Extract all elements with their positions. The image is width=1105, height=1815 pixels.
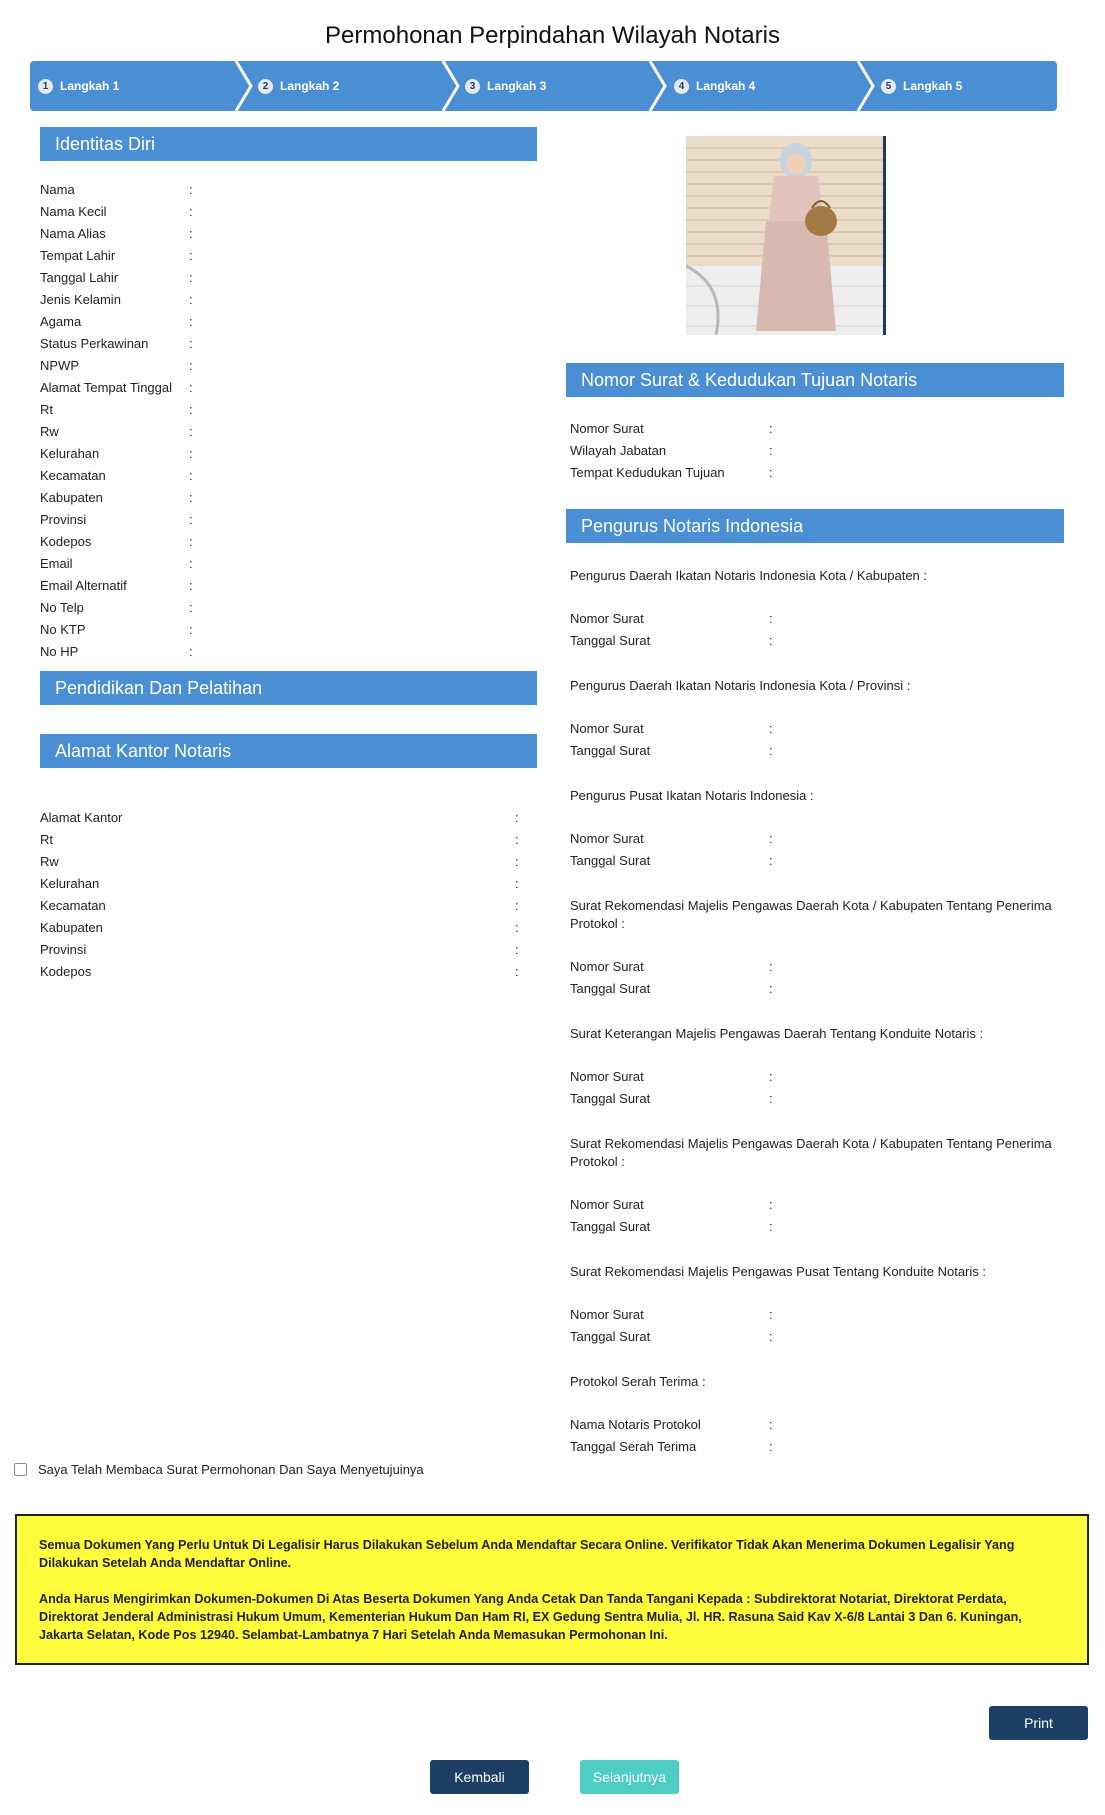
field-colon: : bbox=[769, 981, 773, 996]
step-2[interactable] bbox=[258, 61, 339, 111]
field-label: Kecamatan bbox=[40, 898, 106, 913]
field-colon: : bbox=[189, 204, 193, 219]
field-label: Kelurahan bbox=[40, 876, 100, 891]
field-colon: : bbox=[189, 226, 193, 241]
field-label: Tanggal Surat bbox=[570, 1091, 651, 1106]
step-5[interactable] bbox=[881, 61, 962, 111]
field-colon: : bbox=[189, 314, 193, 329]
field-label: Kabupaten bbox=[40, 920, 103, 935]
field-label: Email bbox=[40, 556, 73, 571]
field-label: Tanggal Surat bbox=[570, 743, 651, 758]
field-colon: : bbox=[769, 633, 773, 648]
field-label: Nomor Surat bbox=[570, 421, 644, 436]
agreement-checkbox-row[interactable] bbox=[14, 1462, 424, 1477]
field-label: Rw bbox=[40, 854, 59, 869]
profile-photo bbox=[686, 136, 886, 335]
step-wizard bbox=[30, 61, 1057, 111]
field-colon: : bbox=[769, 743, 773, 758]
field-colon: : bbox=[769, 1091, 773, 1106]
field-colon: : bbox=[769, 465, 773, 480]
field-colon: : bbox=[515, 920, 519, 935]
field-label: Provinsi bbox=[40, 512, 87, 527]
field-colon: : bbox=[769, 853, 773, 868]
section-header-pendidikan: Pendidikan Dan Pelatihan bbox=[40, 671, 537, 705]
field-colon: : bbox=[189, 446, 193, 461]
notice-paragraph-1: Semua Dokumen Yang Perlu Untuk Di Legalisir Harus Dilakukan Sebelum Anda Mendaftar Secara Online. Verifikator Tidak Akan Menerima Dokumen Legalisir Yang Dilakukan Setelah Anda Mendaftar Online. bbox=[39, 1538, 1015, 1570]
field-colon: : bbox=[769, 1329, 773, 1344]
agreement-label: Saya Telah Membaca Surat Permohonan Dan Saya Menyetujuinya bbox=[38, 1462, 424, 1477]
field-label: Kabupaten bbox=[40, 490, 103, 505]
chevron-separator-icon bbox=[647, 61, 669, 111]
step-label: Langkah 5 bbox=[903, 79, 963, 93]
field-label: Kodepos bbox=[40, 534, 92, 549]
notice-paragraph-2: Anda Harus Mengirimkan Dokumen-Dokumen Di Atas Beserta Dokumen Yang Anda Cetak Dan Tanda Tangani Kepada : Subdirektorat Notariat, Direktorat Perdata, Direktorat Jenderal Administrasi Hukum Umum, Kementerian Hukum Dan Ham RI, EX Gedung Sentra Mulia, Jl. HR. Rasuna Said Kav X-6/8 Lantai 3 Dan 6. Kuningan, Jakarta Selatan, Kode Pos 12940. Selambat-Lambatnya 7 Hari Setelah Anda Memasukan Permohonan Ini. bbox=[39, 1592, 1022, 1642]
field-label: Nama Kecil bbox=[40, 204, 107, 219]
field-label: No KTP bbox=[40, 622, 86, 637]
notice-box bbox=[15, 1514, 1089, 1665]
step-label: Langkah 3 bbox=[487, 79, 547, 93]
step-number: 1 bbox=[38, 79, 53, 94]
pengurus-group-title: Surat Keterangan Majelis Pengawas Daerah Tentang Konduite Notaris : bbox=[570, 1026, 984, 1041]
field-colon: : bbox=[189, 600, 193, 615]
field-colon: : bbox=[515, 898, 519, 913]
field-colon: : bbox=[769, 1219, 773, 1234]
step-label: Langkah 1 bbox=[60, 79, 120, 93]
field-label: Nomor Surat bbox=[570, 1197, 644, 1212]
field-colon: : bbox=[515, 854, 519, 869]
field-colon: : bbox=[769, 831, 773, 846]
pengurus-group-title: Pengurus Daerah Ikatan Notaris Indonesia Kota / Kabupaten : bbox=[570, 568, 928, 583]
step-label: Langkah 2 bbox=[280, 79, 340, 93]
field-label: Wilayah Jabatan bbox=[570, 443, 667, 458]
field-label: Tanggal Surat bbox=[570, 1329, 651, 1344]
pengurus-group-title: Surat Rekomendasi Majelis Pengawas Pusat Tentang Konduite Notaris : bbox=[570, 1264, 986, 1279]
chevron-separator-icon bbox=[855, 61, 877, 111]
field-label: Nomor Surat bbox=[570, 831, 644, 846]
field-label: Rw bbox=[40, 424, 59, 439]
back-button[interactable]: Kembali bbox=[430, 1760, 529, 1794]
field-label: Alamat Tempat Tinggal bbox=[40, 380, 172, 395]
field-colon: : bbox=[189, 512, 193, 527]
field-colon: : bbox=[769, 1439, 773, 1454]
step-label: Langkah 4 bbox=[696, 79, 756, 93]
field-label: Alamat Kantor bbox=[40, 810, 123, 825]
field-label: Nomor Surat bbox=[570, 721, 644, 736]
field-colon: : bbox=[189, 182, 193, 197]
pengurus-group-title: Pengurus Pusat Ikatan Notaris Indonesia : bbox=[570, 788, 814, 803]
next-button[interactable]: Selanjutnya bbox=[580, 1760, 679, 1794]
field-label: Agama bbox=[40, 314, 82, 329]
field-colon: : bbox=[769, 1069, 773, 1084]
step-number: 5 bbox=[881, 79, 896, 94]
field-colon: : bbox=[189, 534, 193, 549]
field-label: Tempat Lahir bbox=[40, 248, 116, 263]
pengurus-group-title: Protokol Serah Terima : bbox=[570, 1374, 706, 1389]
field-label: Provinsi bbox=[40, 942, 87, 957]
pengurus-group-title: Surat Rekomendasi Majelis Pengawas Daerah Kota / Kabupaten Tentang Penerima Protokol : bbox=[570, 1136, 1052, 1169]
field-colon: : bbox=[515, 832, 519, 847]
field-colon: : bbox=[189, 380, 193, 395]
field-colon: : bbox=[189, 402, 193, 417]
field-colon: : bbox=[189, 490, 193, 505]
field-colon: : bbox=[769, 721, 773, 736]
field-colon: : bbox=[189, 292, 193, 307]
field-label: Status Perkawinan bbox=[40, 336, 149, 351]
field-label: Tanggal Lahir bbox=[40, 270, 119, 285]
field-colon: : bbox=[769, 1197, 773, 1212]
step-number: 4 bbox=[674, 79, 689, 94]
step-4[interactable] bbox=[674, 61, 755, 111]
field-colon: : bbox=[189, 248, 193, 263]
field-label: Tanggal Surat bbox=[570, 633, 651, 648]
field-colon: : bbox=[189, 468, 193, 483]
pengurus-group-title: Surat Rekomendasi Majelis Pengawas Daerah Kota / Kabupaten Tentang Penerima Protokol : bbox=[570, 898, 1052, 931]
field-label: Jenis Kelamin bbox=[40, 292, 121, 307]
section-header-alamat-kantor: Alamat Kantor Notaris bbox=[40, 734, 537, 768]
field-colon: : bbox=[189, 336, 193, 351]
field-label: Nomor Surat bbox=[570, 1307, 644, 1322]
field-label: No Telp bbox=[40, 600, 84, 615]
field-label: Tempat Kedudukan Tujuan bbox=[570, 465, 725, 480]
field-label: Nomor Surat bbox=[570, 959, 644, 974]
field-label: Nama bbox=[40, 182, 75, 197]
field-colon: : bbox=[515, 964, 519, 979]
field-label: Kelurahan bbox=[40, 446, 100, 461]
step-3[interactable] bbox=[465, 61, 546, 111]
field-colon: : bbox=[189, 270, 193, 285]
field-label: Rt bbox=[40, 402, 53, 417]
field-colon: : bbox=[515, 942, 519, 957]
field-label: Email Alternatif bbox=[40, 578, 127, 593]
field-colon: : bbox=[515, 810, 519, 825]
field-colon: : bbox=[769, 611, 773, 626]
field-label: No HP bbox=[40, 644, 79, 659]
field-label: NPWP bbox=[40, 358, 79, 373]
field-label: Rt bbox=[40, 832, 53, 847]
step-number: 3 bbox=[465, 79, 480, 94]
field-label: Kecamatan bbox=[40, 468, 106, 483]
field-label: Nomor Surat bbox=[570, 1069, 644, 1084]
step-number: 2 bbox=[258, 79, 273, 94]
field-label: Nama Notaris Protokol bbox=[570, 1417, 701, 1432]
page-title: Permohonan Perpindahan Wilayah Notaris bbox=[325, 22, 780, 49]
field-colon: : bbox=[769, 959, 773, 974]
field-colon: : bbox=[515, 876, 519, 891]
field-colon: : bbox=[189, 424, 193, 439]
section-header-nomor-surat: Nomor Surat & Kedudukan Tujuan Notaris bbox=[566, 363, 1064, 397]
chevron-separator-icon bbox=[440, 61, 462, 111]
field-label: Tanggal Serah Terima bbox=[570, 1439, 697, 1454]
field-colon: : bbox=[769, 421, 773, 436]
field-label: Tanggal Surat bbox=[570, 981, 651, 996]
field-colon: : bbox=[769, 1417, 773, 1432]
field-label: Kodepos bbox=[40, 964, 92, 979]
field-colon: : bbox=[769, 443, 773, 458]
chevron-separator-icon bbox=[233, 61, 255, 111]
field-colon: : bbox=[189, 622, 193, 637]
field-colon: : bbox=[189, 556, 193, 571]
section-header-identitas: Identitas Diri bbox=[40, 127, 537, 161]
print-button[interactable]: Print bbox=[989, 1706, 1088, 1740]
field-colon: : bbox=[769, 1307, 773, 1322]
section-header-pengurus: Pengurus Notaris Indonesia bbox=[566, 509, 1064, 543]
pengurus-group-title: Pengurus Daerah Ikatan Notaris Indonesia Kota / Provinsi : bbox=[570, 678, 911, 693]
step-1[interactable] bbox=[38, 61, 119, 111]
field-label: Tanggal Surat bbox=[570, 1219, 651, 1234]
field-label: Nomor Surat bbox=[570, 611, 644, 626]
field-label: Nama Alias bbox=[40, 226, 106, 241]
agreement-checkbox[interactable] bbox=[14, 1463, 27, 1476]
field-colon: : bbox=[189, 578, 193, 593]
field-colon: : bbox=[189, 358, 193, 373]
field-colon: : bbox=[189, 644, 193, 659]
field-label: Tanggal Surat bbox=[570, 853, 651, 868]
